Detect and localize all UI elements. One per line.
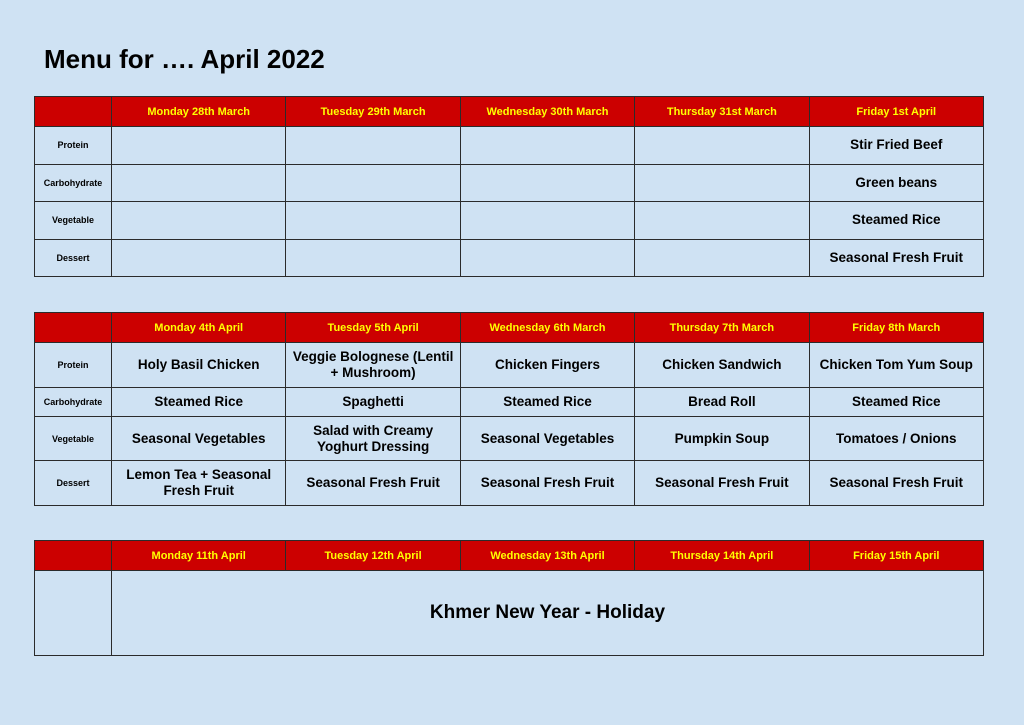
holiday-row xyxy=(35,571,984,656)
menu-cell: Stir Fried Beef xyxy=(809,127,983,165)
menu-cell xyxy=(460,239,634,277)
menu-cell: Tomatoes / Onions xyxy=(809,417,983,461)
header-row xyxy=(35,313,984,343)
menu-cell xyxy=(460,164,634,202)
corner-cell xyxy=(35,313,112,343)
row-label: Carbohydrate xyxy=(35,388,112,417)
row-label: Vegetable xyxy=(35,417,112,461)
menu-cell xyxy=(635,202,809,240)
menu-cell xyxy=(112,202,286,240)
menu-cell: Pumpkin Soup xyxy=(635,417,809,461)
menu-cell xyxy=(286,239,460,277)
day-header: Tuesday 5th April xyxy=(286,313,460,343)
header-row xyxy=(35,97,984,127)
menu-cell: Chicken Fingers xyxy=(460,343,634,388)
menu-cell xyxy=(460,127,634,165)
menu-cell: Green beans xyxy=(809,164,983,202)
menu-cell: Salad with Creamy Yoghurt Dressing xyxy=(286,417,460,461)
day-header: Monday 28th March xyxy=(112,97,286,127)
day-header: Thursday 14th April xyxy=(635,541,809,571)
menu-cell xyxy=(112,127,286,165)
menu-cell: Seasonal Fresh Fruit xyxy=(809,461,983,506)
day-header: Monday 11th April xyxy=(112,541,286,571)
menu-cell: Seasonal Fresh Fruit xyxy=(286,461,460,506)
page-title: Menu for …. April 2022 xyxy=(44,44,325,74)
menu-cell: Holy Basil Chicken xyxy=(112,343,286,388)
menu-cell: Spaghetti xyxy=(286,388,460,417)
day-header: Friday 1st April xyxy=(809,97,983,127)
menu-table-week-1 xyxy=(34,96,984,277)
menu-cell xyxy=(112,239,286,277)
menu-cell: Seasonal Vegetables xyxy=(112,417,286,461)
menu-cell: Steamed Rice xyxy=(112,388,286,417)
menu-cell: Bread Roll xyxy=(635,388,809,417)
menu-cell xyxy=(635,164,809,202)
menu-cell xyxy=(635,239,809,277)
menu-cell: Seasonal Fresh Fruit xyxy=(635,461,809,506)
day-header: Tuesday 12th April xyxy=(286,541,460,571)
menu-row-vegetable xyxy=(35,202,984,240)
row-label: Protein xyxy=(35,127,112,165)
menu-cell xyxy=(286,202,460,240)
menu-row-vegetable xyxy=(35,417,984,461)
corner-cell xyxy=(35,97,112,127)
header-row xyxy=(35,541,984,571)
day-header: Wednesday 6th March xyxy=(460,313,634,343)
day-header: Friday 15th April xyxy=(809,541,983,571)
day-header: Thursday 31st March xyxy=(635,97,809,127)
row-label: Dessert xyxy=(35,461,112,506)
day-header: Wednesday 30th March xyxy=(460,97,634,127)
menu-row-protein xyxy=(35,127,984,165)
holiday-notice: Khmer New Year - Holiday xyxy=(112,571,984,656)
menu-cell: Chicken Tom Yum Soup xyxy=(809,343,983,388)
day-header: Monday 4th April xyxy=(112,313,286,343)
row-label: Dessert xyxy=(35,239,112,277)
corner-cell xyxy=(35,541,112,571)
menu-cell: Veggie Bolognese (Lentil + Mushroom) xyxy=(286,343,460,388)
menu-cell: Lemon Tea + Seasonal Fresh Fruit xyxy=(112,461,286,506)
menu-cell: Steamed Rice xyxy=(809,388,983,417)
menu-cell xyxy=(635,127,809,165)
row-label: Vegetable xyxy=(35,202,112,240)
day-header: Tuesday 29th March xyxy=(286,97,460,127)
menu-cell xyxy=(286,127,460,165)
menu-cell: Steamed Rice xyxy=(809,202,983,240)
menu-cell xyxy=(286,164,460,202)
day-header: Wednesday 13th April xyxy=(460,541,634,571)
row-label: Carbohydrate xyxy=(35,164,112,202)
menu-cell: Seasonal Vegetables xyxy=(460,417,634,461)
menu-table-week-3 xyxy=(34,540,984,656)
menu-cell: Seasonal Fresh Fruit xyxy=(809,239,983,277)
day-header: Friday 8th March xyxy=(809,313,983,343)
menu-row-carbohydrate xyxy=(35,164,984,202)
day-header: Thursday 7th March xyxy=(635,313,809,343)
row-label-empty xyxy=(35,571,112,656)
menu-row-protein xyxy=(35,343,984,388)
menu-cell: Steamed Rice xyxy=(460,388,634,417)
menu-table-week-2 xyxy=(34,312,984,506)
row-label: Protein xyxy=(35,343,112,388)
menu-cell xyxy=(112,164,286,202)
menu-cell: Seasonal Fresh Fruit xyxy=(460,461,634,506)
menu-cell xyxy=(460,202,634,240)
menu-row-carbohydrate xyxy=(35,388,984,417)
menu-row-dessert xyxy=(35,461,984,506)
menu-row-dessert xyxy=(35,239,984,277)
menu-cell: Chicken Sandwich xyxy=(635,343,809,388)
